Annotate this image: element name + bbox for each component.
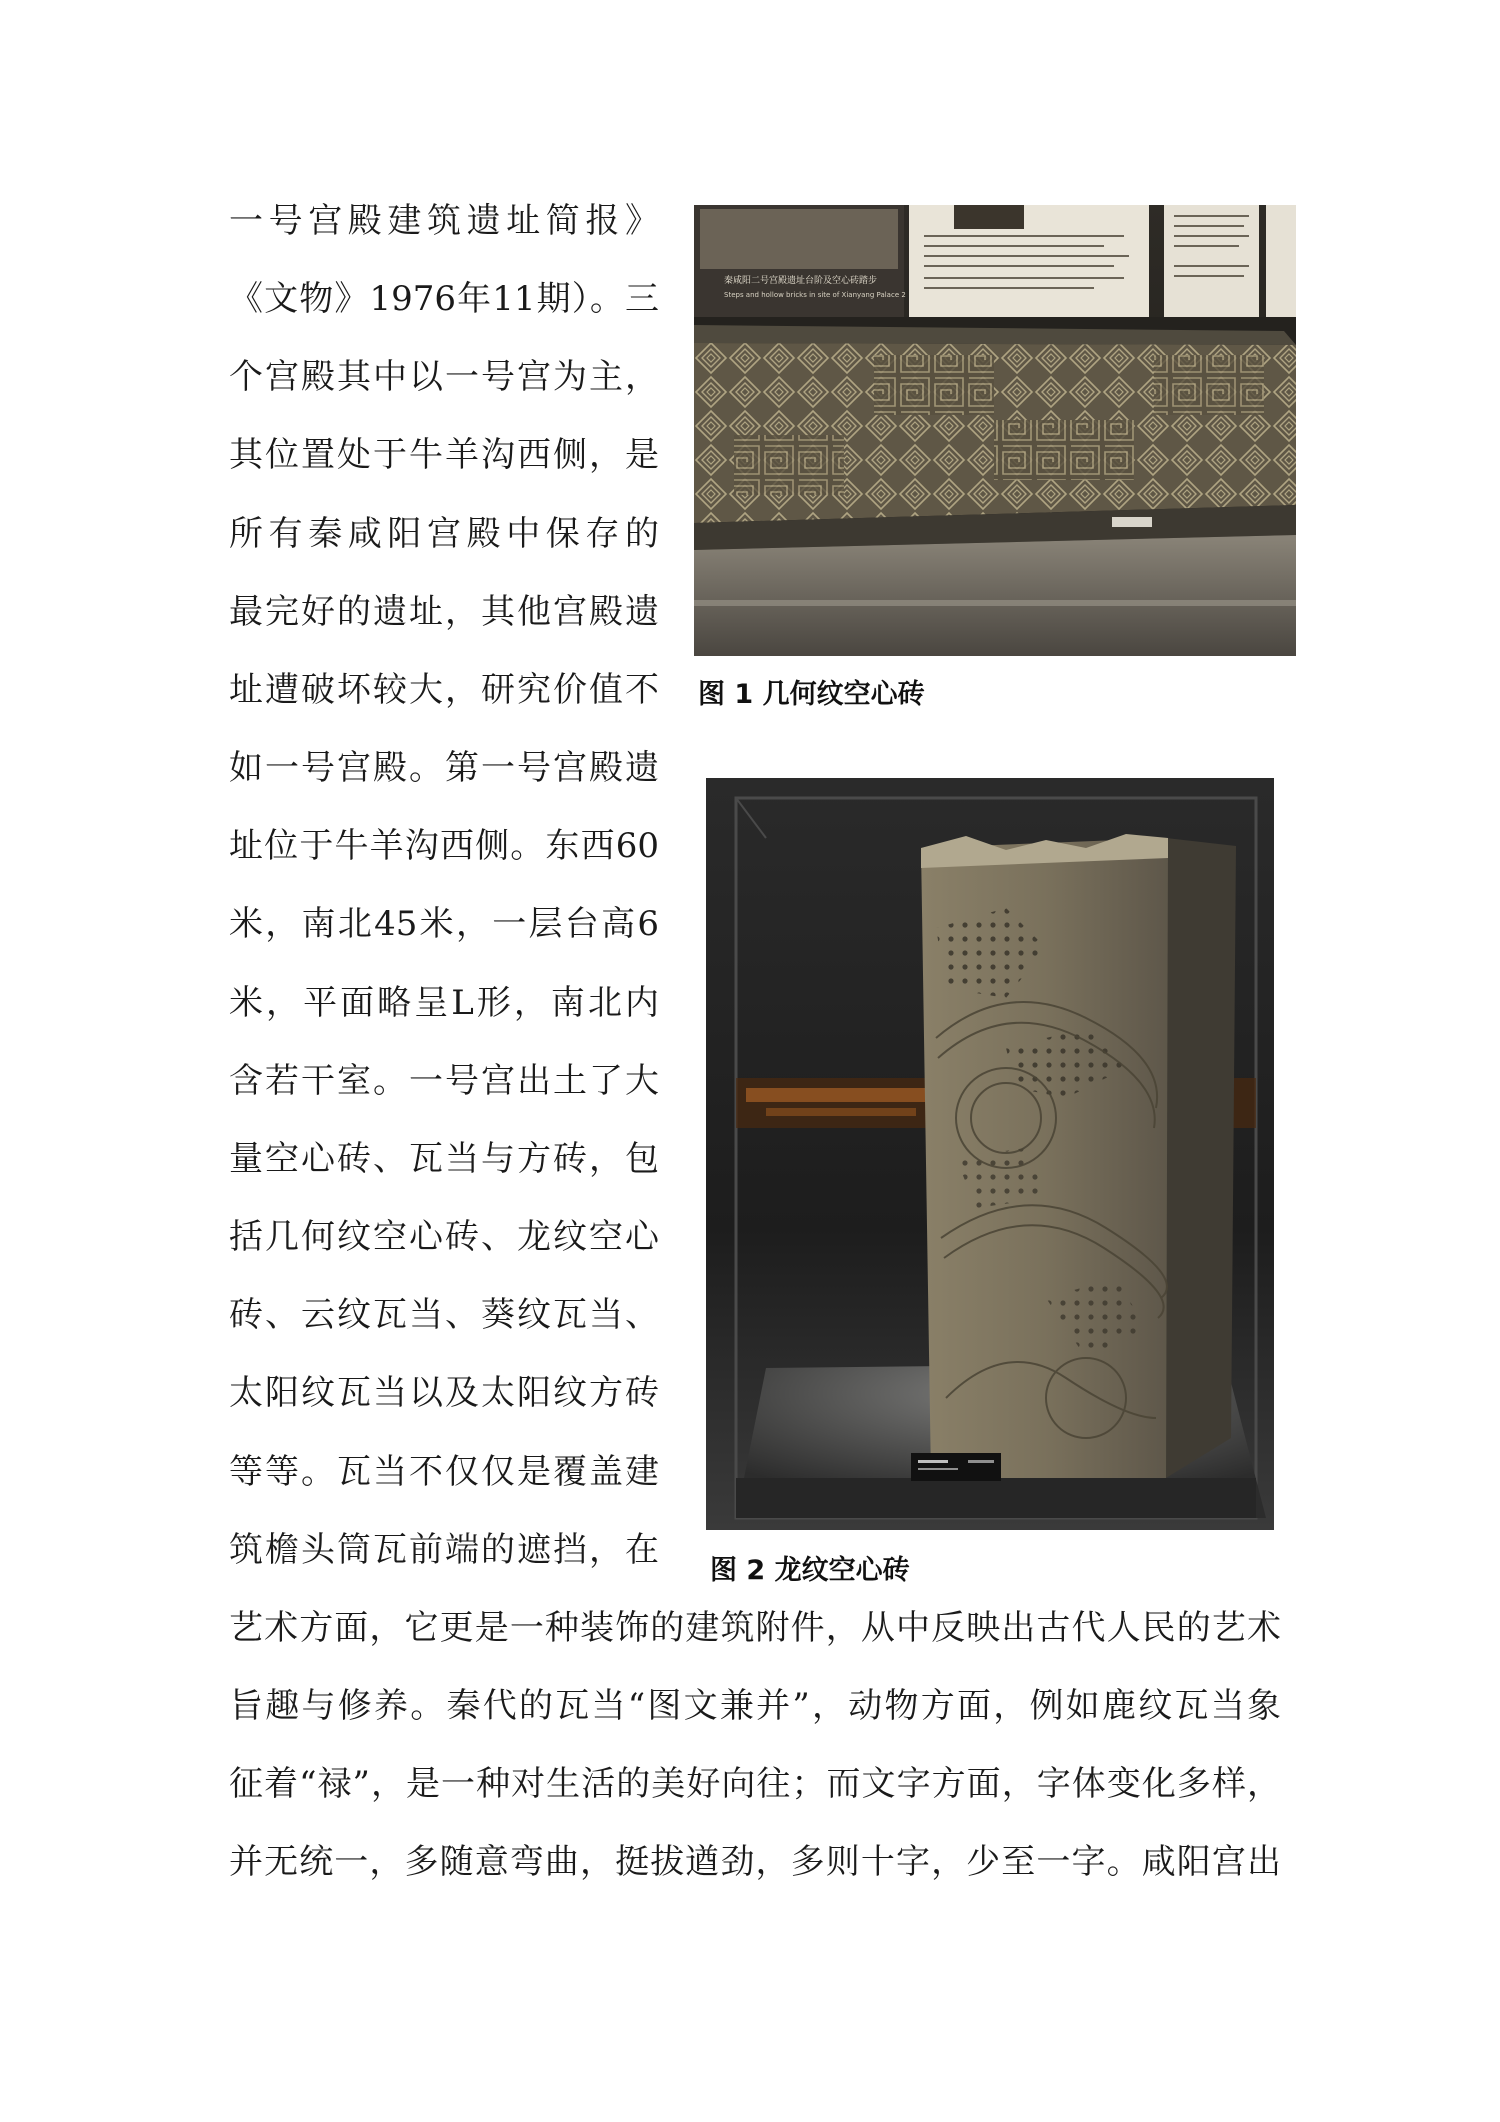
body-line: 最完好的遗址，其他宫殿遗 bbox=[229, 592, 659, 632]
body-line: 含若干室。一号宫出土了大 bbox=[229, 1061, 659, 1101]
body-line: 米，南北45米，一层台高6 bbox=[229, 904, 659, 944]
exhibit-sign-en: Steps and hollow bricks in site of Xianyang Palace 2 bbox=[724, 291, 906, 299]
body-line: 址遭破坏较大，研究价值不 bbox=[229, 670, 659, 710]
body-line: 米，平面略呈L形，南北内 bbox=[229, 983, 659, 1023]
figure-1-image bbox=[694, 205, 1296, 656]
body-line: 砖、云纹瓦当、葵纹瓦当、 bbox=[229, 1295, 659, 1335]
body-line: 括几何纹空心砖、龙纹空心 bbox=[229, 1217, 659, 1257]
body-line: 筑檐头筒瓦前端的遮挡，在 bbox=[229, 1530, 659, 1570]
figure-2-caption: 图 2 龙纹空心砖 bbox=[710, 1555, 910, 1586]
figure-2-image bbox=[706, 778, 1274, 1530]
body-line: 如一号宫殿。第一号宫殿遗 bbox=[229, 748, 659, 788]
body-line: 旨趣与修养。秦代的瓦当“图文兼并”，动物方面，例如鹿纹瓦当象 bbox=[229, 1686, 1281, 1726]
figure-2-photo bbox=[706, 778, 1274, 1530]
body-line: 址位于牛羊沟西侧。东西60 bbox=[229, 826, 659, 866]
body-line: 一号宫殿建筑遗址简报》 bbox=[229, 201, 659, 241]
body-line: 并无统一，多随意弯曲，挺拔遒劲，多则十字，少至一字。咸阳宫出 bbox=[229, 1842, 1281, 1882]
body-line: 《文物》1976年11期）。三 bbox=[229, 279, 659, 319]
body-line: 其位置处于牛羊沟西侧，是 bbox=[229, 435, 659, 475]
body-line: 征着“禄”，是一种对生活的美好向往；而文字方面，字体变化多样， bbox=[229, 1764, 1281, 1804]
figure-1-caption: 图 1 几何纹空心砖 bbox=[698, 679, 925, 710]
body-line: 量空心砖、瓦当与方砖，包 bbox=[229, 1139, 659, 1179]
body-line: 等等。瓦当不仅仅是覆盖建 bbox=[229, 1452, 659, 1492]
body-line: 个宫殿其中以一号宫为主， bbox=[229, 357, 659, 397]
body-line: 艺术方面，它更是一种装饰的建筑附件，从中反映出古代人民的艺术 bbox=[229, 1608, 1281, 1648]
exhibit-sign-cn: 秦咸阳二号宫殿遗址台阶及空心砖踏步 bbox=[724, 276, 878, 286]
body-line: 所有秦咸阳宫殿中保存的 bbox=[229, 514, 659, 554]
body-line: 太阳纹瓦当以及太阳纹方砖 bbox=[229, 1373, 659, 1413]
figure-1-photo bbox=[694, 205, 1296, 656]
